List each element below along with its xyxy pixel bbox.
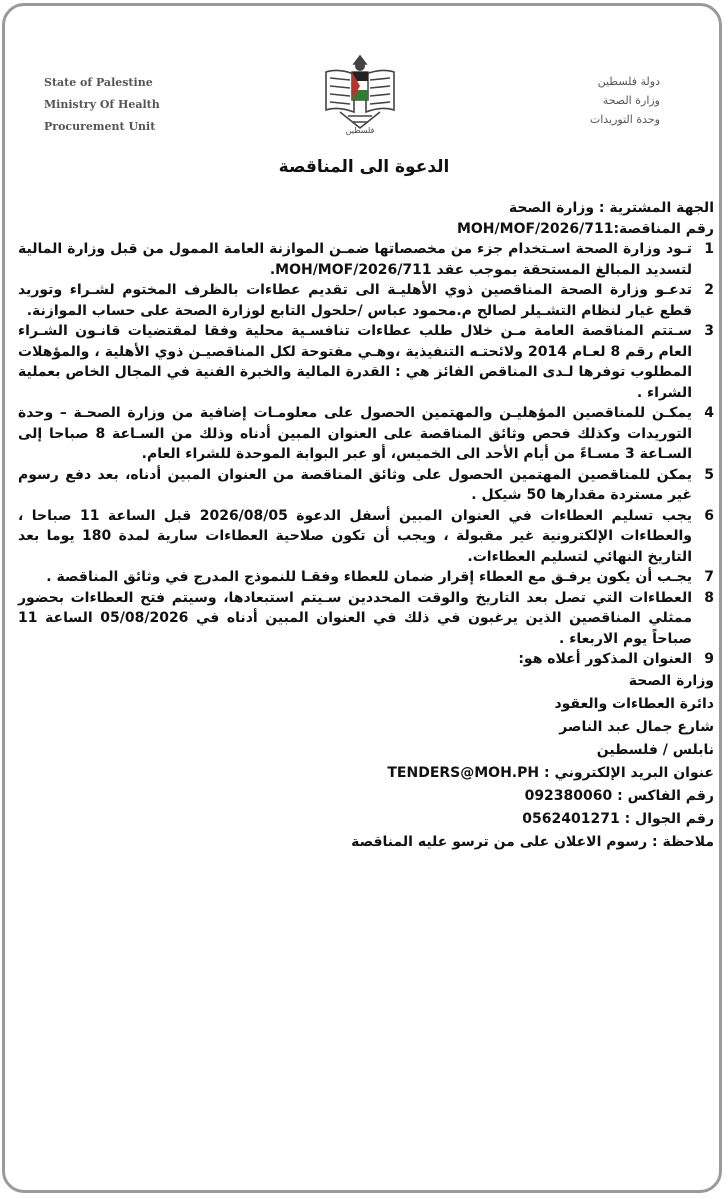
clause-text: سـتتم المناقصة العامة مـن خلال طلب عطاءات تنافسـية محلية وفقا لمقتضيات قانـون الشـراء العام رقم 8 لعـام 2014 ولائحتـه التنفيذية ،وهـي مفتوحة لكل المناقصيـن ذوي الأهلية ، والمؤهلات المطلوب توفرها لـدى المناقص الفائز هي : القدرة المالية والخبرة الفنية في المجال الخاص بعملية الشراء . [18, 323, 692, 401]
header-ar-line-3: وحدة التوريدات [589, 113, 660, 126]
clause-number: 3 [704, 323, 714, 339]
clause-8 [18, 588, 714, 650]
header-ar-line-2: وزارة الصحة [602, 94, 660, 107]
clause-text: تدعـو وزارة الصحة المناقصين ذوي الأهليـة الى تقديم عطاءات بالظرف المختوم لشـراء وتوريد قطع غيار لنظام التشـيلر لصالح م.محمود عباس /حلحول التابع لوزارة الصحة على حساب الموازنة. [18, 282, 692, 319]
clause-6 [18, 506, 714, 568]
clause-text: يمكن للمناقصين المهتمين الحصول على وثائق المناقصة من العنوان المبين أدناه، بعد دفع رسوم غير مستردة مقدارها 50 شيكل . [18, 466, 692, 503]
tender-number: رقم المناقصة:MOH/MOF/2026/711 [456, 220, 714, 237]
clause-number: 2 [704, 282, 714, 298]
header-ar-line-1: دولة فلسطين [597, 75, 660, 88]
clause-number: 5 [704, 466, 714, 483]
header-en-line-3: Procurement Unit [44, 120, 156, 133]
clause-text: تـود وزارة الصحة اسـتخدام جزء من مخصصاتها ضمـن الموازنة العامة الممول من قبل وزارة المالية لتسديد المبالغ المستحقة بموجب عقد MOH/MOF/2026/711. [18, 241, 692, 278]
email-line: عنوان البريد الإلكتروني : TENDERS@MOH.PH [387, 764, 714, 781]
document-body [18, 198, 714, 854]
document-title: الدعوة الى المناقصة [278, 157, 450, 177]
clause-number: 9 [704, 651, 714, 667]
address-line: دائرة العطاءات والعقود [554, 695, 714, 712]
header-en-line-1: State of Palestine [44, 76, 153, 89]
clause-3 [18, 321, 714, 403]
address-line: نابلس / فلسطين [596, 741, 714, 758]
header-en-line-2: Ministry Of Health [44, 98, 160, 111]
clause-2 [18, 280, 714, 321]
clause-text: يجب تسليم العطاءات في العنوان المبين أسفل الدعوة 2026/08/05 قبل الساعة 11 صباحا ، والعطاءات الإلكترونية غير مقبولة ، ويجب أن تكون صلاحية العطاءات سارية لمدة 180 يوما بعد التاريخ النهائي لتسليم العطاءات. [18, 507, 693, 565]
english-header [44, 72, 214, 138]
address-line: شارع جمال عبد الناصر [559, 718, 714, 735]
clause-number: 7 [704, 569, 714, 585]
clause-text: العنوان المذكور أعلاه هو: [518, 651, 692, 667]
clause-text: يجـب أن يكون يرفـق مع العطاء إقرار ضمان للعطاء وفقـا للنموذج المدرج في وثائق المناقصة . [46, 569, 692, 585]
clause-text: العطاءات التي تصل بعد التاريخ والوقت المحددين سـيتم استبعادها، وسيتم فتح العطاءات بحضور ممثلي المناقصين الذين يرغبون في ذلك في العنوان المبين أدناه في 05/08/2026 الساعة 11 صباحاً يوم الاربعاء . [18, 589, 692, 647]
mobile-line: رقم الجوال : 0562401271 [522, 810, 714, 827]
clause-number: 6 [704, 507, 714, 524]
fax-line: رقم الفاكس : 092380060 [524, 787, 714, 804]
clause-9 [18, 649, 714, 670]
clause-number: 1 [704, 241, 714, 257]
clause-4 [18, 403, 714, 465]
clause-number: 8 [704, 589, 714, 606]
clause-5 [18, 465, 714, 506]
palestine-emblem-icon [318, 50, 402, 142]
note-line: ملاحظة : رسوم الاعلان على من ترسو عليه المناقصة [351, 833, 714, 850]
clause-7 [18, 567, 714, 588]
clause-text: يمكـن للمناقصين المؤهليـن والمهتمين الحصول على معلومـات إضافية من وزارة الصحـة – وحدة التوريدات وكذلك فحص وثائق المناقصة على العنوان المبين أدناه وذلك من السـاعة 8 صباحا إلى السـاعة 3 مسـاءً من أيام الأحد الى الخميس، أو عبر البوابة الموحدة للشراء العام. [18, 405, 692, 462]
clause-1 [18, 239, 714, 280]
clause-number: 4 [704, 405, 714, 421]
buyer-line: الجهة المشترية : وزارة الصحة [508, 200, 714, 216]
arabic-header [500, 72, 660, 129]
emblem-caption: فلسطين [345, 126, 375, 135]
address-block [18, 670, 714, 854]
address-line: وزارة الصحة [628, 672, 714, 689]
